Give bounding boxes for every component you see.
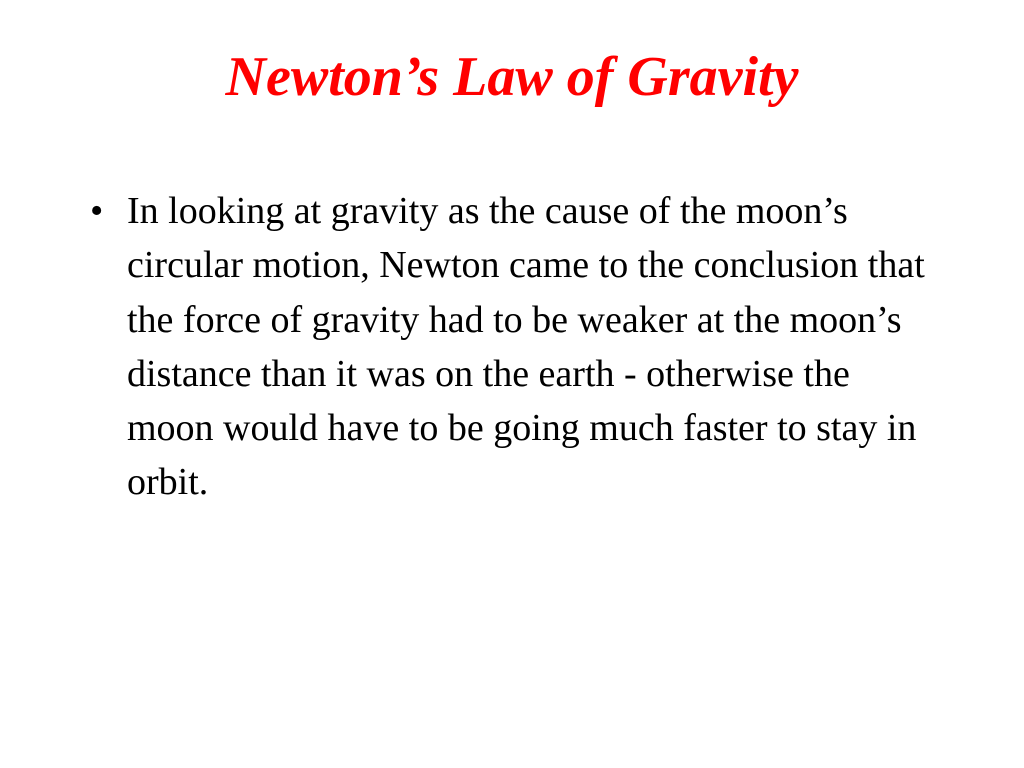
bullet-item [90, 184, 930, 510]
slide-title: Newton’s Law of Gravity [225, 46, 799, 108]
bullet-text: In looking at gravity as the cause of the moon’s circular motion, Newton came to the conclusion that the force of gravity had to be weaker at the moon’s distance than it was on the earth - otherwise the moon would have to be going much faster to stay in orbit. [127, 190, 925, 504]
bullet-icon: • [90, 190, 104, 232]
bullet-list [90, 184, 930, 510]
